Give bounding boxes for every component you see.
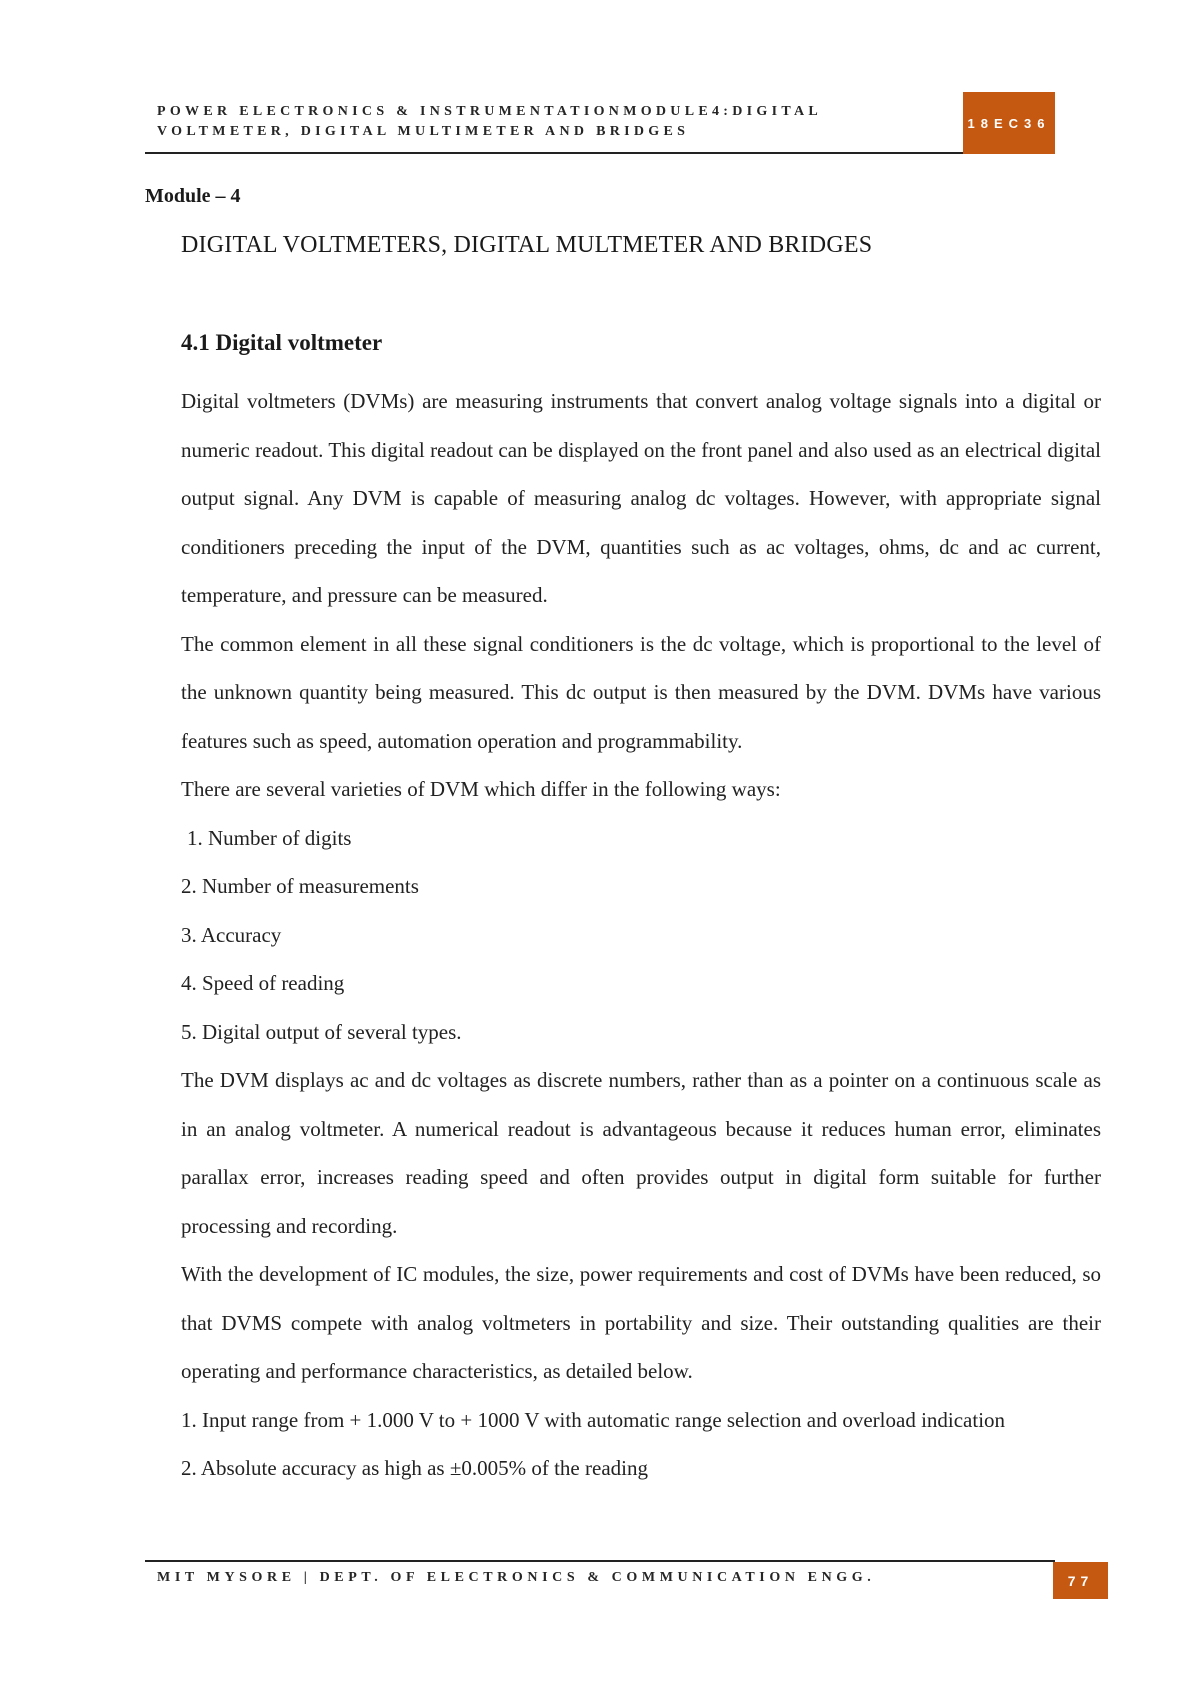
list-item: 1. Number of digits — [187, 825, 352, 850]
header-title-line-2: VOLTMETER, DIGITAL MULTIMETER AND BRIDGES — [157, 124, 690, 139]
header-rule — [145, 152, 963, 154]
paragraph: Digital voltmeters (DVMs) are measuring instruments that convert analog voltage signals into a digital or numeric readout. This digital readout can be displayed on the front panel and also used as an electrical digital output signal. Any DVM is capable of measuring analog dc voltages. However, with appropriate signal conditioners preceding the input of the DVM, quantities such as ac voltages, ohms, dc and ac current, temperature, and pressure can be measured. — [181, 389, 1101, 607]
section-body — [181, 377, 1101, 1493]
list-item: 2. Number of measurements — [181, 874, 419, 898]
paragraph: The common element in all these signal conditioners is the dc voltage, which is proportional to the level of the unknown quantity being measured. This dc output is then measured by the DVM. DVMs have various features such as speed, automation operation and programmability. — [181, 631, 1101, 753]
paragraph: There are several varieties of DVM which differ in the following ways: — [181, 777, 781, 801]
document-title: DIGITAL VOLTMETERS, DIGITAL MULTMETER AND BRIDGES — [181, 232, 873, 258]
header-title — [157, 102, 947, 142]
page-header — [145, 92, 1055, 154]
list-item: 1. Input range from + 1.000 V to + 1000 V with automatic range selection and overload indication — [181, 1407, 1006, 1432]
paragraph: With the development of IC modules, the size, power requirements and cost of DVMs have been reduced, so that DVMS compete with analog voltmeters in portability and size. Their outstanding qualities are their operating and performance characteristics, as detailed below. — [181, 1262, 1101, 1383]
paragraph: The DVM displays ac and dc voltages as discrete numbers, rather than as a pointer on a continuous scale as in an analog voltmeter. A numerical readout is advantageous because it reduces human error, eliminates parallax error, increases reading speed and often provides output in digital form suitable for further processing and recording. — [181, 1068, 1101, 1238]
page-number-badge: 77 — [1053, 1562, 1108, 1599]
course-code-badge: 18EC36 — [963, 92, 1055, 154]
footer-institution: MIT MYSORE | DEPT. OF ELECTRONICS & COMMUNICATION ENGG. — [157, 1570, 876, 1585]
list-item: 4. Speed of reading — [181, 971, 345, 995]
list-item: 3. Accuracy — [181, 922, 282, 947]
list-item: 2. Absolute accuracy as high as ±0.005% of the reading — [181, 1456, 648, 1480]
module-heading: Module – 4 — [145, 185, 241, 207]
section-heading: 4.1 Digital voltmeter — [181, 330, 383, 355]
header-title-line-1: POWER ELECTRONICS & INSTRUMENTATIONMODULE4:DIGITAL — [157, 104, 822, 119]
list-item: 5. Digital output of several types. — [181, 1019, 462, 1044]
footer-rule — [145, 1560, 1055, 1562]
